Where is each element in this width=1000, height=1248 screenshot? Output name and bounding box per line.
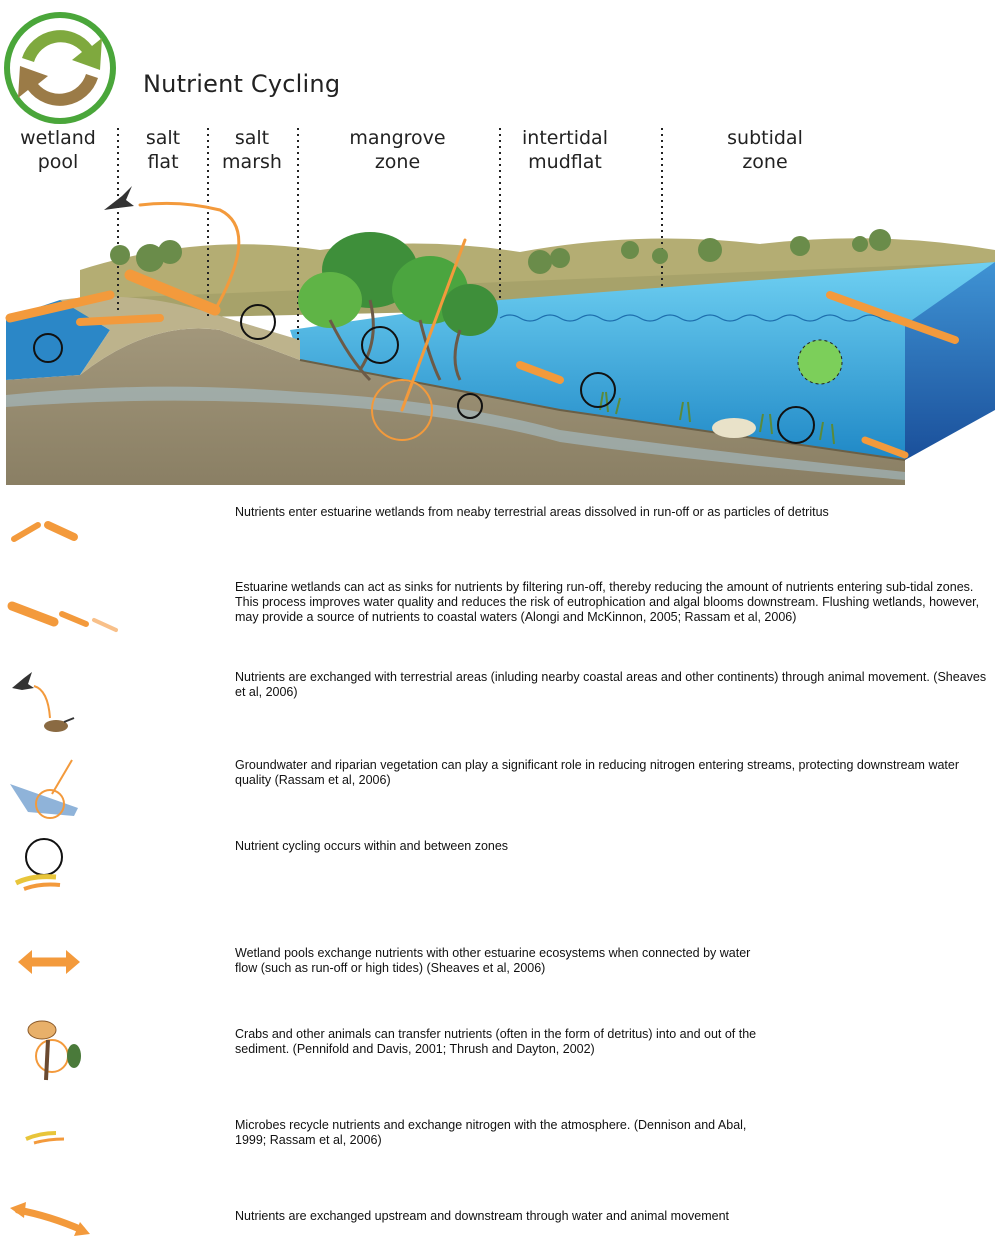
legend-item: [0, 660, 1000, 745]
legend-text: Crabs and other animals can transfer nutrients (often in the form of detritus) into and out of the sediment. (Pennifold and Davis, 2001; Thrush and Dayton, 2002): [235, 1027, 757, 1056]
legend-text: Nutrients enter estuarine wetlands from neaby terrestrial areas dissolved in run-off or as particles of detritus: [235, 505, 829, 519]
legend-item: [0, 940, 1000, 990]
crab-sediment-transfer-icon: [0, 1000, 100, 1090]
zone-label-salt-flat: salt flat: [145, 127, 181, 173]
double-headed-arrow-icon: [0, 940, 100, 990]
zone-label-intertidal-mudflat: intertidal mudflat: [522, 127, 608, 173]
algal-bloom: [798, 340, 842, 384]
nutrient-cycle-loop-icon: [0, 835, 100, 895]
legend-text: Nutrient cycling occurs within and between zones: [235, 839, 509, 853]
groundwater-uptake-icon: [0, 750, 100, 830]
upstream-downstream-arrow-icon: [0, 1200, 100, 1245]
legend-text: Microbes recycle nutrients and exchange nitrogen with the atmosphere. (Dennison and Abal, 1999; Rassam et al, 2006): [235, 1118, 747, 1147]
legend-text: Estuarine wetlands can act as sinks for nutrients by filtering run-off, thereby reducing the amount of nutrients entering sub-tidal zones. This process improves water quality and reduces the risk of eutrophication and algal blooms downstream. Flushing wetlands, however, may provide a source of nutrients to coastal waters (Alongi and McKinnon, 2005; Rassam et al, 2006): [235, 580, 980, 624]
legend-item: [0, 835, 1000, 895]
coral-rock: [712, 418, 756, 438]
terrestrial-input-arrows-icon: [0, 495, 120, 555]
legend-item: [0, 1000, 1000, 1090]
legend-text: Wetland pools exchange nutrients with other estuarine ecosystems when connected by water flow (such as run-off or high tides) (Sheaves et al, 2006): [235, 946, 751, 975]
legend-item: [0, 495, 1000, 555]
microbes-icon: [0, 1105, 100, 1155]
bird-animal-movement-icon: [0, 660, 100, 745]
legend-text: Groundwater and riparian vegetation can play a significant role in reducing nitrogen entering streams, protecting downstream water quality (Rassam et al, 2006): [235, 758, 960, 787]
nutrient-cycling-logo: [7, 15, 113, 121]
legend-item: [0, 750, 1000, 830]
zone-label-mangrove-zone: mangrove zone: [349, 127, 446, 173]
zone-label-subtidal-zone: subtidal zone: [727, 127, 803, 173]
nutrient-sink-arrows-icon: [0, 570, 130, 640]
legend-text: Nutrients are exchanged with terrestrial areas (inluding nearby coastal areas and other continents) through animal movement. (Sheaves et al, 2006): [235, 670, 987, 699]
legend-item: [0, 1200, 1000, 1245]
zone-label-wetland-pool: wetland pool: [20, 127, 96, 173]
page-title: Nutrient Cycling: [143, 70, 341, 98]
legend-text: Nutrients are exchanged upstream and downstream through water and animal movement: [235, 1209, 730, 1223]
legend-item: [0, 1105, 1000, 1155]
legend-item: [0, 570, 1000, 650]
zone-label-salt-marsh: salt marsh: [222, 127, 282, 173]
